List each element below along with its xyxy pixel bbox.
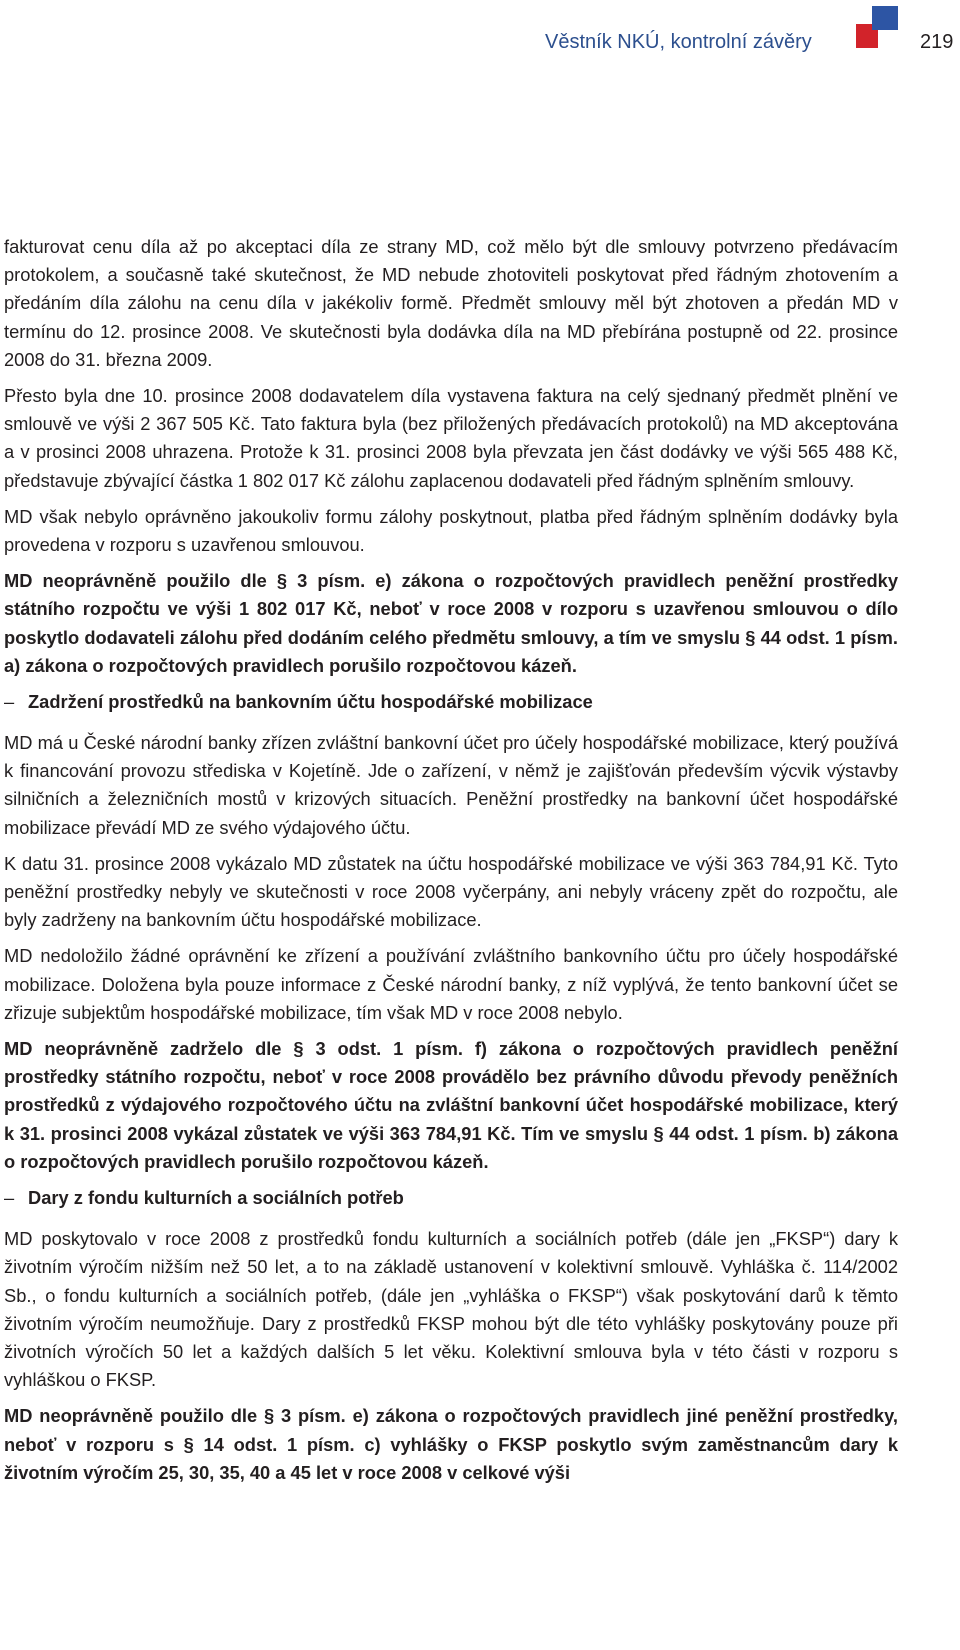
section-heading <box>4 1184 898 1212</box>
finding-paragraph: MD neoprávněně zadrželo dle § 3 odst. 1 písm. f) zákona o rozpočtových pravidlech peněžní prostředky státního rozpočtu, neboť v roce 2008 provádělo bez právního důvodu převody peněžních prostředků z výdajového rozpočtového účtu na zvláštní bankovní účet hospodářské mobilizace, který k 31. prosinci 2008 vykázal zůstatek ve výši 363 784,91 Kč. Tím ve smyslu § 44 odst. 1 písm. b) zákona o rozpočtových pravidlech porušilo rozpočtovou kázeň. <box>4 1038 898 1172</box>
paragraph: MD má u České národní banky zřízen zvláštní bankovní účet pro účely hospodářské mobilizace, který používá k financování provozu střediska v Kojetíně. Jde o zařízení, v němž je zajišťován především výcvik výstavby silničních a železničních mostů v krizových situacích. Peněžní prostředky na bankovní účet hospodářské mobilizace převádí MD ze svého výdajového účtu. <box>4 732 898 838</box>
journal-title: Věstník NKÚ, kontrolní závěry <box>545 31 812 53</box>
paragraph: MD nedoložilo žádné oprávnění ke zřízení a používání zvláštního bankovního účtu pro účely hospodářské mobilizace. Doložena byla pouze informace z České národní banky, z níž vyplývá, že tento bankovní účet se zřizuje subjektům hospodářské mobilizace, tím však MD v roce 2008 nebylo. <box>4 945 898 1023</box>
paragraph: K datu 31. prosince 2008 vykázalo MD zůstatek na účtu hospodářské mobilizace ve výši 363 784,91 Kč. Tyto peněžní prostředky nebyly ve skutečnosti v roce 2008 vyčerpány, ani nebyly vráceny zpět do rozpočtu, ale byly zadrženy na bankovním účtu hospodářské mobilizace. <box>4 852 898 931</box>
heading-dash: – <box>4 691 15 713</box>
nku-logo-icon <box>856 6 898 50</box>
paragraph: fakturovat cenu díla až po akceptaci díla ze strany MD, což mělo být dle smlouvy potvrzeno předávacím protokolem, a současně také skutečnost, že MD nebude zhotoviteli poskytovat před řádným zhotovením a předáním díla zálohu na cenu díla v jakékoliv formě. Předmět smlouvy měl být zhotoven a předán MD v termínu do 12. prosince 2008. Ve skutečnosti byla dodávka díla na MD přebírána postupně od 22. prosince 2008 do 31. března 2009. <box>4 236 898 370</box>
heading-dash: – <box>4 1187 15 1209</box>
section-heading-text: Dary z fondu kulturních a sociálních potřeb <box>28 1187 404 1209</box>
logo-blue-square <box>872 6 898 30</box>
section-heading-text: Zadržení prostředků na bankovním účtu hospodářské mobilizace <box>28 691 593 713</box>
page-header <box>0 0 960 80</box>
finding-paragraph: MD neoprávněně použilo dle § 3 písm. e) zákona o rozpočtových pravidlech peněžní prostředky státního rozpočtu ve výši 1 802 017 Kč, neboť v roce 2008 v rozporu s uzavřenou smlouvou o dílo poskytlo dodavateli zálohu před dodáním celého předmětu smlouvy, a tím ve smyslu § 44 odst. 1 písm. a) zákona o rozpočtových pravidlech porušilo rozpočtovou kázeň. <box>4 570 898 676</box>
section-heading <box>4 688 898 716</box>
paragraph: MD poskytovalo v roce 2008 z prostředků fondu kulturních a sociálních potřeb (dále jen „FKSP“) dary k životním výročím nižším než 50 let, a to na základě ustanovení v kolektivní smlouvě. Vyhláška č. 114/2002 Sb., o fondu kulturních a sociálních potřeb, (dále jen „vyhláška o FKSP“) však poskytování darů k těmto životním výročím neumožňuje. Dary z prostředků FKSP mohou být dle této vyhlášky poskytovány pouze při životních výročích 50 let a každých dalších 5 let věku. Kolektivní smlouva byla v této části v rozporu s vyhláškou o FKSP. <box>4 1228 898 1391</box>
paragraph: MD však nebylo oprávněno jakoukoliv formu zálohy poskytnout, platba před řádným splněním dodávky byla provedena v rozporu s uzavřenou smlouvou. <box>4 505 898 556</box>
paragraph: Přesto byla dne 10. prosince 2008 dodavatelem díla vystavena faktura na celý sjednaný předmět plnění ve smlouvě ve výši 2 367 505 Kč. Tato faktura byla (bez přiložených předávacích protokolů) na MD akceptována a v prosinci 2008 uhrazena. Protože k 31. prosinci 2008 byla převzata jen část dodávky ve výši 565 488 Kč, představuje zbývající částka 1 802 017 Kč zálohu zaplacenou dodavateli před řádným splněním smlouvy. <box>4 385 898 491</box>
page-number: 219 <box>920 31 954 53</box>
finding-paragraph: MD neoprávněně použilo dle § 3 písm. e) zákona o rozpočtových pravidlech jiné peněžní prostředky, neboť v rozporu s § 14 odst. 1 písm. c) vyhlášky o FKSP poskytlo svým zaměstnancům dary k životním výročím 25, 30, 35, 40 a 45 let v roce 2008 v celkové výši <box>4 1405 898 1483</box>
document-body <box>4 233 898 1495</box>
